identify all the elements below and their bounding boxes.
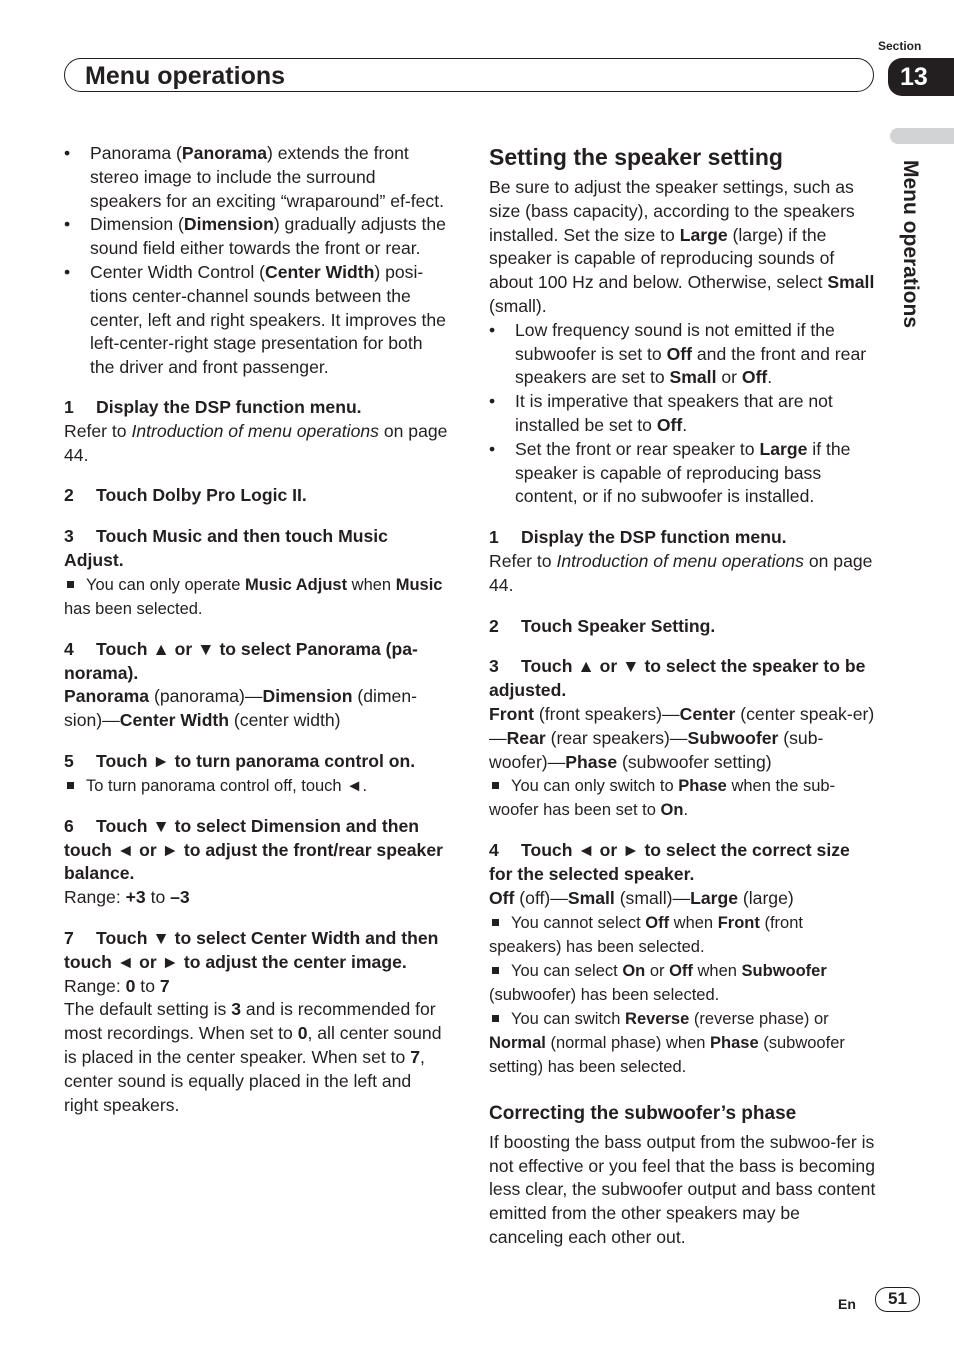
list-item: • Set the front or rear speaker to Large if the speaker is capable of reproducing bass content, or if no subwoofer is installed. bbox=[489, 438, 877, 509]
language-label: En bbox=[838, 1296, 856, 1312]
step-heading: 4 Touch ◄ or ► to select the correct size for the selected speaker. bbox=[489, 840, 850, 885]
note: You can select On or Off when Subwoofer (subwoofer) has been selected. bbox=[489, 961, 827, 1004]
step-heading: 5 Touch ► to turn panorama control on. bbox=[64, 750, 416, 771]
step-body: Front (front speakers)—Center (center speak-er)—Rear (rear speakers)—Subwoofer (sub-woofer)—Phase (subwoofer setting) bbox=[489, 703, 875, 772]
step-body: The default setting is 3 and is recommended for most recordings. When set to 0, all center sound is placed in the center speaker. When set to 7, center sound is equally placed in the left and right speakers. bbox=[64, 999, 442, 1115]
section-number: 13 bbox=[888, 58, 954, 96]
note: You can switch Reverse (reverse phase) or Normal (normal phase) when Phase (subwoofer setting) has been selected. bbox=[489, 1009, 845, 1076]
intro-paragraph: Be sure to adjust the speaker settings, such as size (bass capacity), according to the speakers installed. Set the size to Large (large) if the speaker is capable of reproducing sounds of about 100 Hz and below. Otherwise, select Small (small). bbox=[489, 177, 875, 316]
step-heading: 4 Touch ▲ or ▼ to select Panorama (pa-norama). bbox=[64, 638, 418, 683]
page-number: 51 bbox=[875, 1287, 920, 1312]
step-heading: 2 Touch Dolby Pro Logic II. bbox=[64, 485, 307, 506]
side-tab-bar bbox=[890, 128, 954, 144]
step-heading: 1 Display the DSP function menu. bbox=[64, 396, 362, 417]
step-body: Refer to Introduction of menu operations on page 44. bbox=[64, 420, 448, 465]
list-item: • Center Width Control (Center Width) posi-tions center-channel sounds between the center, left and right speakers. It improves the left-center-right stage presentation for both the driver and front passenger. bbox=[64, 261, 448, 380]
step-heading: 2 Touch Speaker Setting. bbox=[489, 615, 716, 636]
list-item: • Low frequency sound is not emitted if the subwoofer is set to Off and the front and rear speakers are set to Small or Off. bbox=[489, 319, 877, 390]
page-title: Menu operations bbox=[85, 62, 286, 90]
step-heading: 3 Touch Music and then touch Music Adjust. bbox=[64, 526, 388, 570]
effect-list bbox=[64, 142, 448, 380]
note: You can only operate Music Adjust when Music has been selected. bbox=[64, 575, 443, 618]
list-item: • Panorama (Panorama) extends the front stereo image to include the surround speakers for an exciting “wraparound” ef-fect. bbox=[64, 142, 448, 213]
step-body: Range: +3 to –3 bbox=[64, 887, 190, 908]
step-heading: 6 Touch ▼ to select Dimension and then touch ◄ or ► to adjust the front/rear speaker balance. bbox=[64, 815, 443, 884]
note: You cannot select Off when Front (front speakers) has been selected. bbox=[489, 913, 803, 956]
step-body: Off (off)—Small (small)—Large (large) bbox=[489, 887, 794, 908]
step-body: Refer to Introduction of menu operations on page 44. bbox=[489, 550, 873, 595]
left-column bbox=[64, 142, 448, 1117]
section-label: Section bbox=[878, 39, 922, 53]
step-body: Panorama (panorama)—Dimension (dimen-sion)—Center Width (center width) bbox=[64, 686, 417, 731]
right-column bbox=[489, 142, 877, 1250]
list-item: • Dimension (Dimension) gradually adjusts the sound field either towards the front or rear. bbox=[64, 213, 448, 261]
section-heading: Setting the speaker setting bbox=[489, 144, 783, 170]
speaker-notes-list bbox=[489, 319, 877, 509]
step-heading: 1 Display the DSP function menu. bbox=[489, 527, 787, 548]
subsection-body: If boosting the bass output from the subwoo-fer is not effective or you feel that the bass is becoming less clear, the subwoofer output and bass content emitted from the other speakers may be canceling each other out. bbox=[489, 1131, 876, 1247]
step-heading: 3 Touch ▲ or ▼ to select the speaker to be adjusted. bbox=[489, 656, 866, 701]
header-bar bbox=[64, 58, 874, 92]
side-tab-label: Menu operations bbox=[899, 160, 922, 329]
note: To turn panorama control off, touch ◄. bbox=[64, 774, 448, 798]
note: You can only switch to Phase when the sub-woofer has been set to On. bbox=[489, 777, 836, 820]
step-body: Range: 0 to 7 bbox=[64, 975, 170, 996]
subsection-heading: Correcting the subwoofer’s phase bbox=[489, 1102, 797, 1124]
list-item: • It is imperative that speakers that are not installed be set to Off. bbox=[489, 390, 877, 438]
step-heading: 7 Touch ▼ to select Center Width and then touch ◄ or ► to adjust the center image. bbox=[64, 927, 439, 972]
